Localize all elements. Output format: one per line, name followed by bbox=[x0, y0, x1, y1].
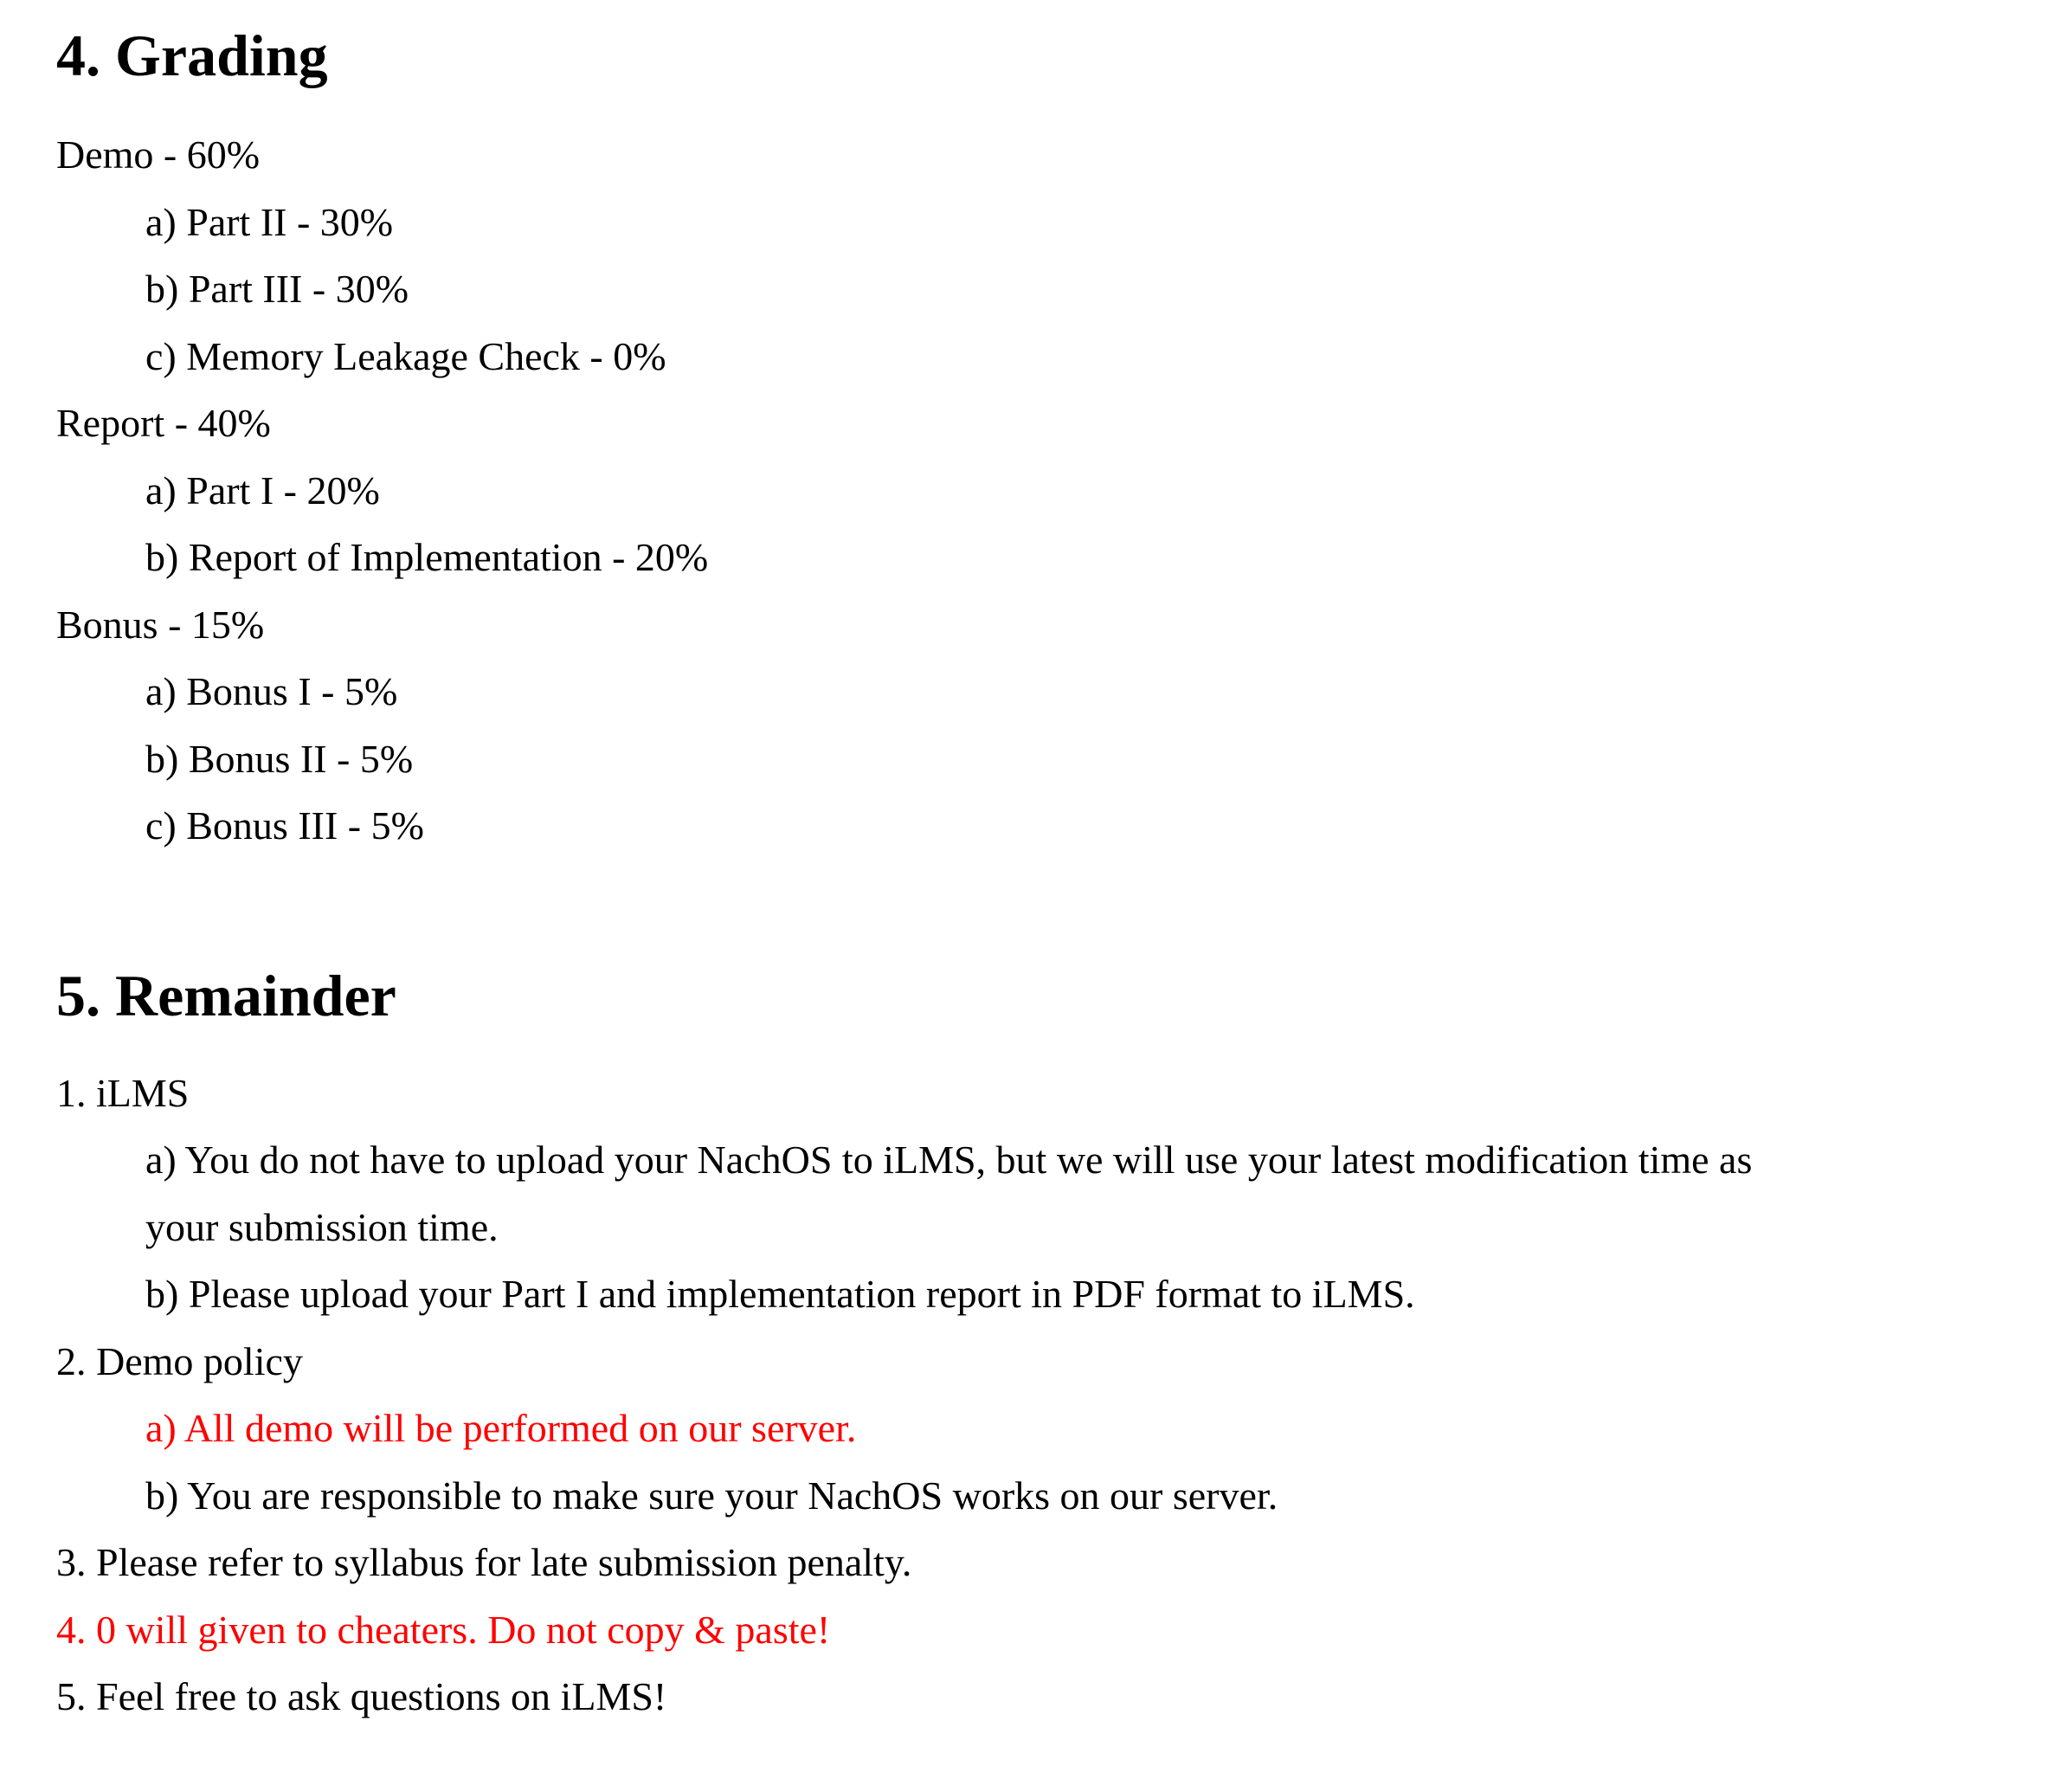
remainder-item-late-penalty: 3. Please refer to syllabus for late submission penalty. bbox=[56, 1540, 912, 1584]
grading-bonus-item: c) Bonus III - 5% bbox=[145, 803, 424, 848]
grading-report: Report - 40% bbox=[56, 401, 271, 445]
remainder-item-ilms: 1. iLMS bbox=[56, 1070, 190, 1115]
remainder-item-ilms-a: a) You do not have to upload your NachOS to iLMS, but we will use your latest modification time as bbox=[145, 1138, 1753, 1182]
remainder-heading: 5. Remainder bbox=[56, 962, 396, 1028]
grading-heading: 4. Grading bbox=[56, 23, 328, 88]
grading-demo-item: b) Part III - 30% bbox=[145, 267, 409, 311]
remainder-item-demo-policy-a: a) All demo will be performed on our server. bbox=[145, 1406, 857, 1450]
remainder-item-ilms-a-cont: your submission time. bbox=[145, 1204, 499, 1249]
document bbox=[56, 16, 2047, 1731]
remainder-item-demo-policy: 2. Demo policy bbox=[56, 1338, 303, 1383]
remainder-item-ilms-b: b) Please upload your Part I and implementation report in PDF format to iLMS. bbox=[145, 1272, 1415, 1316]
grading-demo-item: c) Memory Leakage Check - 0% bbox=[145, 333, 666, 378]
grading-demo: Demo - 60% bbox=[56, 132, 261, 177]
remainder-item-demo-policy-b: b) You are responsible to make sure your NachOS works on our server. bbox=[145, 1473, 1278, 1518]
grading-bonus-item: b) Bonus II - 5% bbox=[145, 736, 414, 781]
remainder-item-cheating-warning: 4. 0 will given to cheaters. Do not copy & paste! bbox=[56, 1607, 831, 1652]
grading-bonus-item: a) Bonus I - 5% bbox=[145, 669, 398, 713]
remainder-item-questions: 5. Feel free to ask questions on iLMS! bbox=[56, 1674, 667, 1718]
grading-report-item: a) Part I - 20% bbox=[145, 467, 380, 512]
grading-demo-item: a) Part II - 30% bbox=[145, 199, 394, 244]
grading-report-item: b) Report of Implementation - 20% bbox=[145, 535, 709, 579]
grading-bonus: Bonus - 15% bbox=[56, 602, 265, 647]
